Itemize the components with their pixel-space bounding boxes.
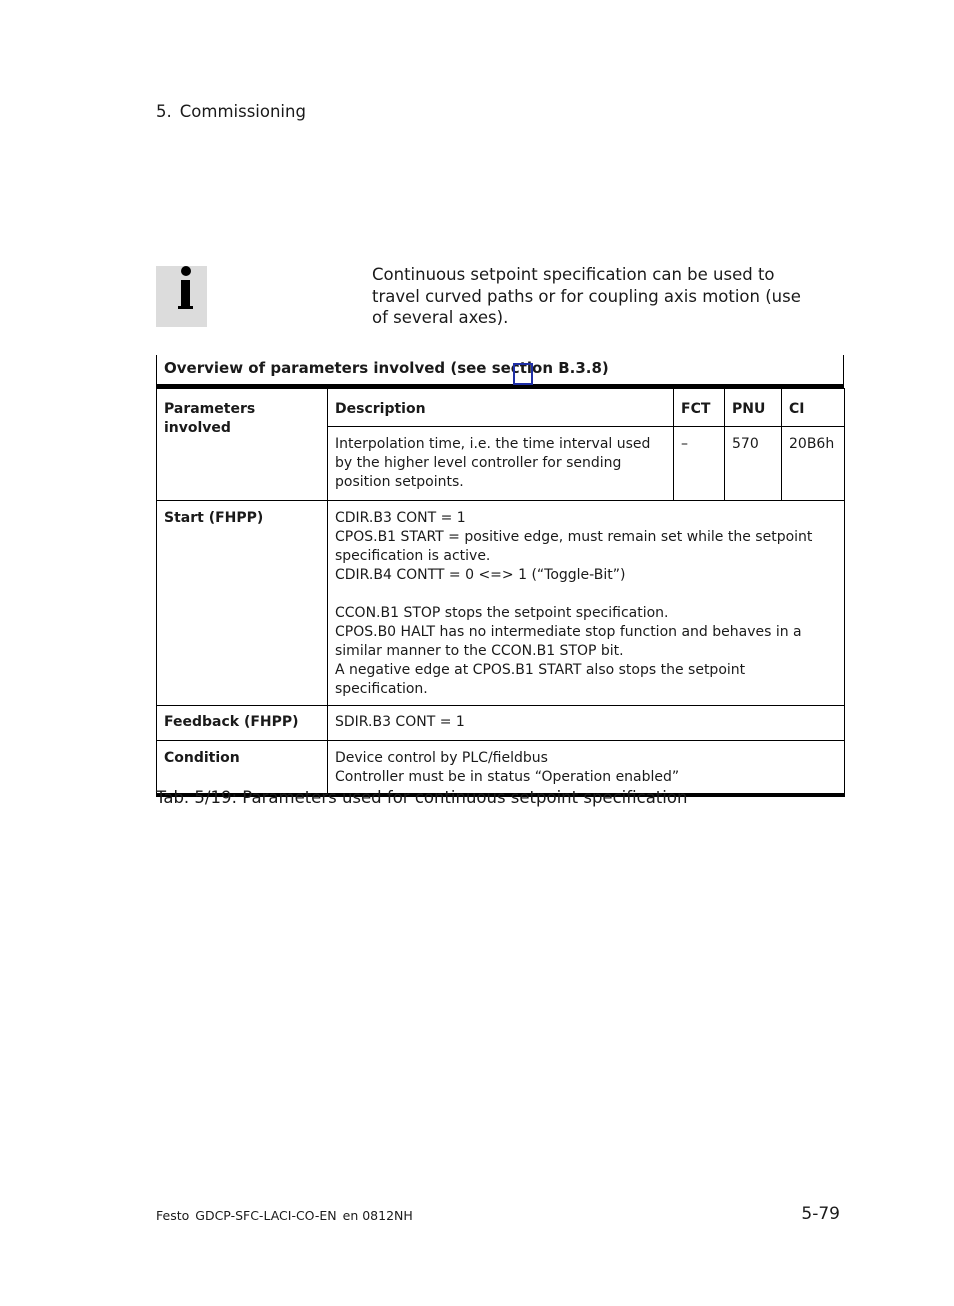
chapter-title: Commissioning <box>179 102 306 121</box>
start-line: CDIR.B4 CONTT = 0 <=> 1 (“Toggle-Bit”) <box>335 567 626 583</box>
footer-lang: en 0812NH <box>342 1208 413 1223</box>
start-line: A negative edge at CPOS.B1 START also stops the setpoint specification. <box>335 662 746 697</box>
chapter-header <box>156 102 306 121</box>
table-row <box>157 501 845 706</box>
footer-brand: Festo <box>156 1208 190 1223</box>
header-pnu: PNU <box>725 389 782 427</box>
header-description: Description <box>328 389 674 427</box>
table-row <box>157 706 845 741</box>
interpolation-description: Interpolation time, i.e. the time interval used by the higher level controller for sending position setpoints. <box>328 427 674 501</box>
parameter-table <box>156 355 844 797</box>
table-row <box>157 741 845 796</box>
header-ci: CI <box>782 389 845 427</box>
condition-line: Device control by PLC/fieldbus <box>335 750 548 766</box>
condition-line: Controller must be in status “Operation enabled” <box>335 769 680 785</box>
start-line-blank <box>335 585 837 604</box>
header-parameters-involved: Parameters involved <box>157 389 328 501</box>
feedback-value: SDIR.B3 CONT = 1 <box>328 706 845 741</box>
footer-doc: GDCP-SFC-LACI-CO-EN <box>195 1208 337 1223</box>
info-note: Continuous setpoint specification can be used to travel curved paths or for coupling axis motion (use of several axes). <box>372 265 801 327</box>
interpolation-fct: – <box>674 427 725 501</box>
condition-label: Condition <box>157 741 328 796</box>
start-label: Start (FHPP) <box>157 501 328 706</box>
table-title: Overview of parameters involved (see section B.3.8) <box>156 355 844 388</box>
cursor-highlight <box>513 363 533 385</box>
table-caption: Tab. 5/19: Parameters used for continuous setpoint specification <box>156 788 688 807</box>
start-line: CDIR.B3 CONT = 1 <box>335 510 466 526</box>
start-line: CPOS.B0 HALT has no intermediate stop function and behaves in a similar manner to the CCON.B1 STOP bit. <box>335 624 802 659</box>
condition-description <box>328 741 845 796</box>
feedback-label: Feedback (FHPP) <box>157 706 328 741</box>
info-icon <box>156 266 207 327</box>
interpolation-ci: 20B6h <box>782 427 845 501</box>
start-line: CCON.B1 STOP stops the setpoint specification. <box>335 605 669 621</box>
interpolation-pnu: 570 <box>725 427 782 501</box>
start-description <box>328 501 845 706</box>
page-number: 5-79 <box>801 1204 840 1224</box>
header-fct: FCT <box>674 389 725 427</box>
start-line: CPOS.B1 START = positive edge, must remain set while the setpoint specification is active. <box>335 529 813 564</box>
chapter-number: 5. <box>156 102 172 121</box>
page-footer <box>156 1208 419 1223</box>
table-header-row <box>157 389 845 427</box>
